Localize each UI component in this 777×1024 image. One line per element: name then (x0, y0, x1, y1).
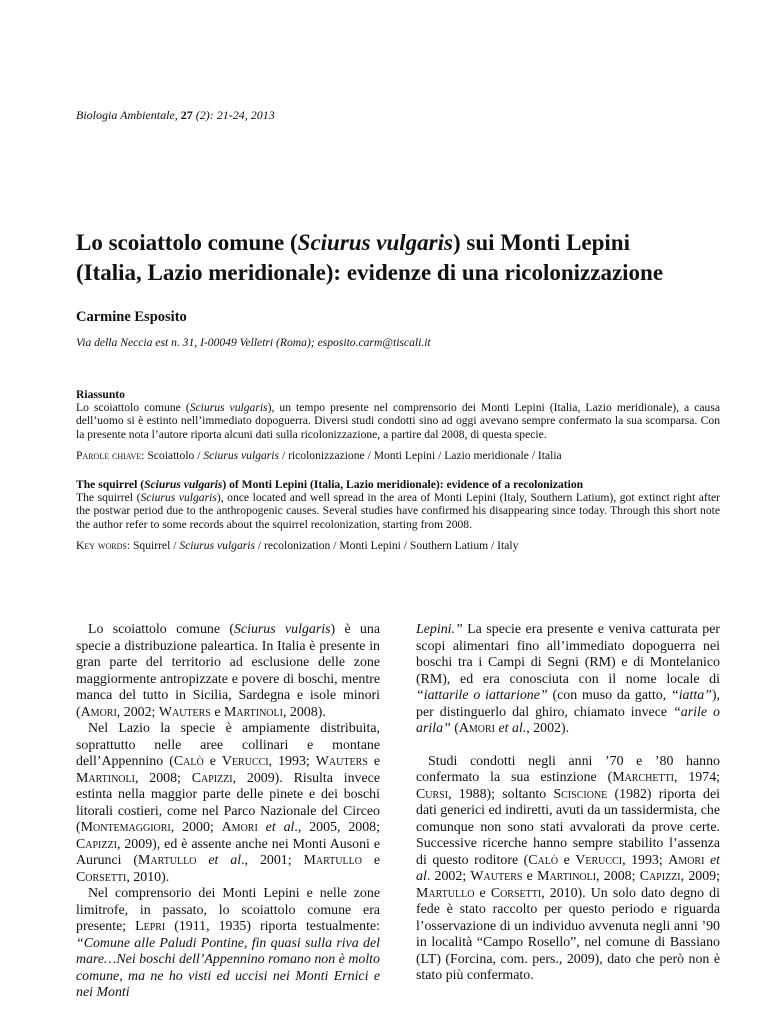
journal-name: Biologia Ambientale (76, 108, 175, 122)
abstract-english (76, 478, 720, 552)
title-line-2: (Italia, Lazio meridionale): evidenze di una ricolonizzazione (76, 260, 664, 285)
abstract-heading: Riassunto (76, 388, 125, 401)
paragraph: Lo scoiattolo comune (Sciurus vulgaris) è una specie a distribuzione paleartica. In Italia è presente in gran parte del territorio ad esclusione delle zone maggiormente antropizzate e povere di boschi, mentre manca del tutto in Sicilia, Sardegna e isole minori (Amori, 2002; Wauters e Martinoli, 2008). (76, 622, 380, 720)
title-text: Lo scoiattolo comune ( (76, 230, 298, 255)
body-column-right (416, 622, 720, 985)
journal-issue-pages: (2): 21-24, 2013 (195, 108, 275, 122)
paragraph: Nel Lazio la specie è ampiamente distribuita, soprattutto nelle aree collinari e montane dell’Appennino (Calò e Verucci, 1993; Wauters e Martinoli, 2008; Capizzi, 2009). Risulta invece estinta nella maggior parte delle pinete e dei boschi litorali costieri, come nel Parco Nazionale del Circeo (Montemaggiori, 2000; Amori et al., 2005, 2008; Capizzi, 2009), ed è assente anche nei Monti Ausoni e Aurunci (Martullo et al., 2001; Martullo e Corsetti, 2010). (76, 721, 381, 885)
summary-heading: The squirrel (Sciurus vulgaris) of Monti Lepini (Italia, Lazio meridionale): evidence of a recolonization (76, 478, 584, 491)
abstract-italian (76, 388, 720, 462)
title-species: Sciurus vulgaris (297, 230, 453, 255)
summary-text: The squirrel (Sciurus vulgaris), once located and well spread in the area of Monti Lepini (Italy, Southern Latium), got extinct right after the postwar period due to the anthropogenic causes. Several studies have confirmed his disappearing since today. Through this short note the author refer to some records about the squirrel recolonization, starting from 2008. (76, 491, 720, 531)
article-title (76, 228, 716, 288)
title-text: ) sui Monti Lepini (452, 230, 630, 255)
keywords-italian: Parole chiave: Scoiattolo / Sciurus vulgaris / ricolonizzazione / Monti Lepini / Lazio meridionale / Italia (76, 448, 562, 462)
journal-volume: 27 (180, 108, 193, 122)
paragraph: Lepini.” La specie era presente e veniva catturata per scopi alimentari fino all’immediato dopoguerra nei boschi tra i Campi di Segni (RM) e di Montelanico (RM), ed era conosciuta con il nome locale di “iattarile o iattarione” (con muso da gatto, “iatta”), per distinguerlo dal ghiro, chiamato invece “arile o arila” (Amori et al., 2002). (416, 622, 720, 736)
author-name: Carmine Esposito (76, 309, 187, 325)
body-column-left (76, 622, 380, 1002)
journal-citation: Biologia Ambientale, 27 (2): 21-24, 2013 (76, 108, 275, 122)
paragraph: Studi condotti negli anni ’70 e ’80 hanno confermato la sua estinzione (Marchetti, 1974; Cursi, 1988); soltanto Sciscione (1982) riporta dei dati generici ed indiretti, avuti da un tassidermista, che comunque non sono stati avvalorati da prove certe. Successive ricerche hanno sempre stabilito l’assenza di questo roditore (Calò e Verucci, 1993; Amori et al. 2002; Wauters e Martinoli, 2008; Capizzi, 2009; Martullo e Corsetti, 2010). Un solo dato degno di fede è stato raccolto per questo periodo e riguarda l’osservazione di un individuo avvenuta negli anni ’90 in località “Campo Rosello”, nel comune di Bassiano (LT) (Forcina, com. pers., 2009), dato che però non è stato più confermato. (416, 753, 721, 983)
abstract-text: Lo scoiattolo comune (Sciurus vulgaris), un tempo presente nel comprensorio dei Monti Lepini (Italia, Lazio meridionale), a causa dell’uomo si è estinto nell’immediato dopoguerra. Diversi studi condotti sino ad oggi avevano sempre confermato la sua scomparsa. Con la presente nota l’autore riporta alcuni dati sulla ricolonizzazione, a partire dal 2008, di questa specie. (76, 401, 721, 441)
author-affiliation: Via della Neccia est n. 31, I-00049 Velletri (Roma); esposito.carm@tiscali.it (76, 336, 431, 349)
keywords-english: Key words: Squirrel / Sciurus vulgaris / recolonization / Monti Lepini / Southern Latium / Italy (76, 538, 519, 552)
paragraph: Nel comprensorio dei Monti Lepini e nelle zone limitrofe, in passato, lo scoiattolo comune era presente; Lepri (1911, 1935) riporta testualmente: “Comune alle Paludi Pontine, fin quasi sulla riva del mare…Nei boschi dell’Appennino romano non è molto comune, ma ne ho visti ed uccisi nei Monti Ernici e nei Monti (76, 886, 380, 1000)
